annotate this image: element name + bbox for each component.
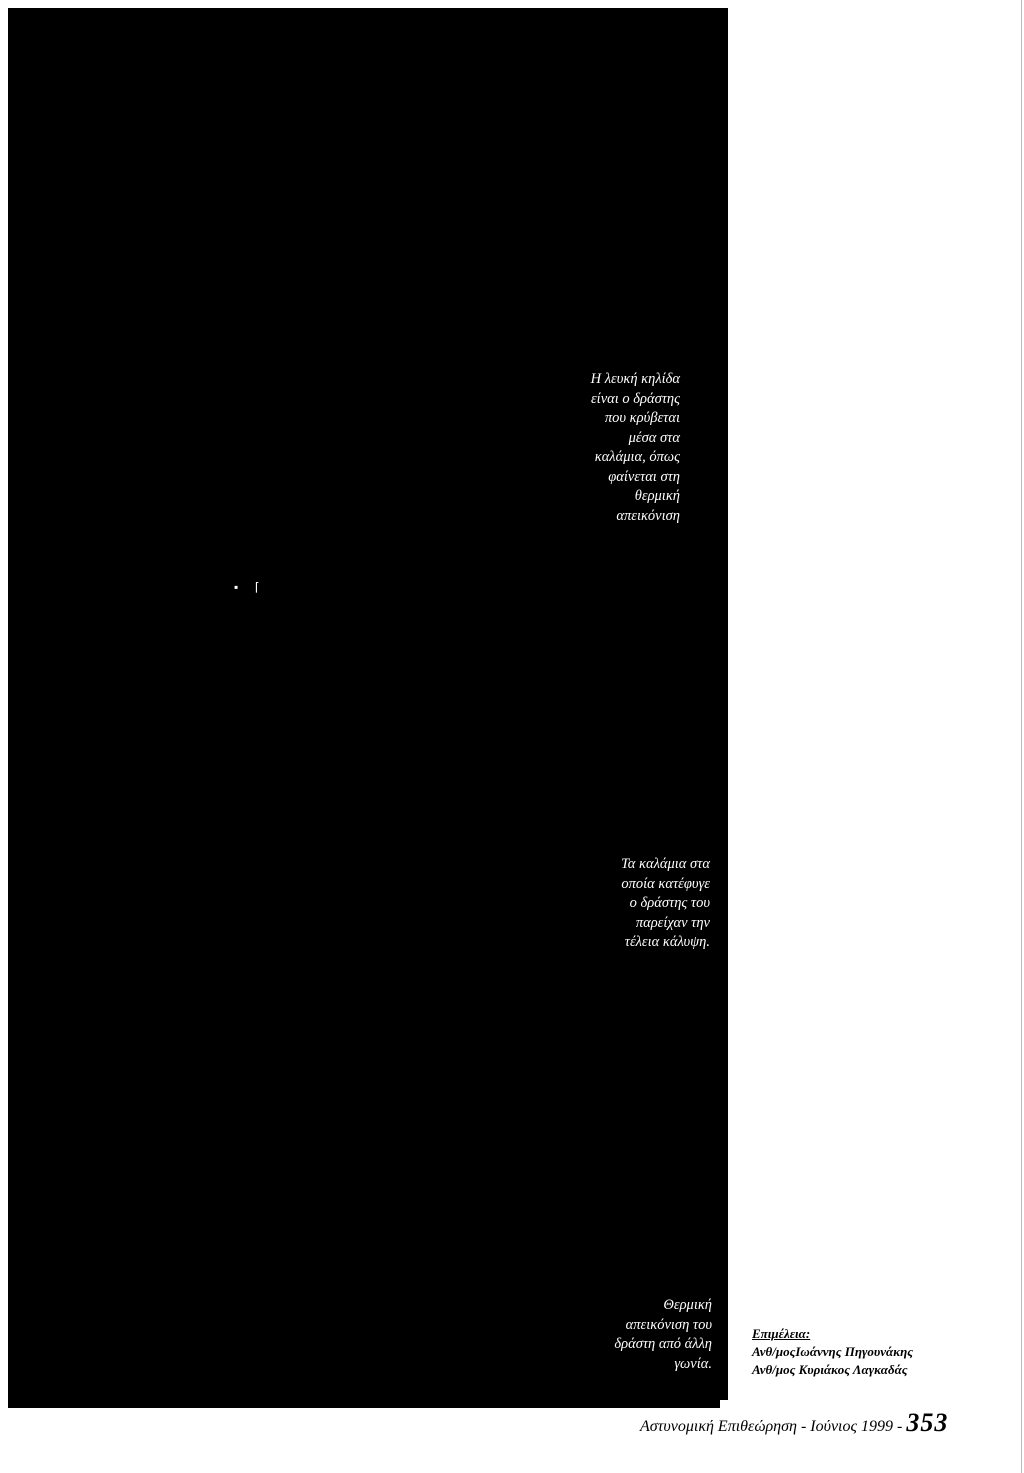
article-paragraph-2: Έως σήμερα έχει χρησιμοποιηθεί σε πολλές επιχειρήσεις όπως αναζήτηση δραπετών από τις φυλακές Κέρκυρας και Κρήτης, αναζήτηση δραστών στην ορεινή Κορινθία, ανεύρεση εμπόρου ναρκωτικών ο οποίος είχε κρυφθεί μέσα σε καλάμια στην λίμνη Κουμουνδούρου του Σκαραμαγκά, αναζήτηση αγνοουμένων ατόμων κλπ. xyxy=(738,584,950,814)
footer-magazine-issue: Αστυνομική Επιθεώρηση - Ιούνιος 1999 - xyxy=(640,1418,903,1435)
article-main-column xyxy=(738,368,950,1187)
section-heading-line-2: ΣΥΣΤΗΜΑΤΟΣ xyxy=(770,322,918,348)
article-paragraph-3: Το σύστημα FLIR είναι ένα πολύπλοκο ηλεκτρονικό σύστημα του οποίου ο χειρισμός απαιτεί γνώση και εμπειρία. Για τον σκοπό αυτό εκπαιδεύτηκαν στο εξωτερικό σε θέματα χειρισμού και συντήρησης δύο (2) ηλεκτρονικοί της Υπηρεσία μας, οι οποίοι και παρέχουν την υποστήριξή του, μεταφέροντας ταυτόχρονα την εμπειρία τους και στους λοιπούς τεχνικούς των ελικοπτέρων. xyxy=(738,818,950,1048)
page-footer xyxy=(640,1408,970,1438)
article-credits xyxy=(752,1325,967,1379)
thermal-photo-panel xyxy=(8,8,728,1400)
section-heading-line-1: ΕΦΑΡΜΟΓΗ xyxy=(779,288,909,314)
photo-caption-reeds: Τα καλάμια στα οποία κατέφυγε ο δράστης του παρείχαν την τέλεια κάλυψη. xyxy=(621,856,710,950)
thermal-photo-panel-edge xyxy=(8,1400,720,1408)
article-paragraph-1: Η χρήση της θερμικής κάμερας από το ελικόπτερο σε περιπτώσεις όπως αναζητήσεις διωκομένων ή αγνοουμένων ατόμων, ναυαγών, νυκτερινών πτήσεων, σοβαρών ατυχημάτων κλπ. είναι επιβεβλημένη καθώς μόνο με αυτήν είναι δυνατή η παρατήρηση αντικειμένων που δεν είναι ορατά δια γυμνού οφθαλμού από τον αέρα. xyxy=(738,370,950,580)
page-edge-rule xyxy=(1021,0,1022,1473)
credits-author-1: Ανθ/μοςΙωάννης Πηγουνάκης xyxy=(752,1344,914,1359)
thermal-hotspot-marks: ▪ ⌈ xyxy=(234,580,260,594)
article-paragraph-4-text: Οι δυνατότητες που μας παρέχει το σύστημα FLIR το καθιστούν ένα ισχυρό και αποτελεσματικό όπλο κατά του σύγχρονου εγκλήματος αλλά ταυτόχρονα ένα σημαντικό βοήθημα στην παροχή κοινωνικού έργου. xyxy=(738,1052,950,1185)
footer-page-number: 353 xyxy=(906,1408,949,1437)
article-end-square-icon xyxy=(787,1169,800,1184)
article-intro-paragraph: (έναν άνθρωπο που κρύβεται πίσω από ένα θάμνο) ή παρατηρώντας ένα σταθμευμένο αυτοκίνητο να συμπεράνουμε εάν αυτό είναι από ώρα σταθμευμένο ή σταθμευσε πρόσφατα. xyxy=(738,126,950,239)
article-paragraph-4 xyxy=(738,1051,950,1188)
photo-caption-other-angle: Θερμική απεικόνιση του δράστη από άλλη γωνία. xyxy=(614,1297,712,1372)
credits-author-2: Ανθ/μος Κυριάκος Λαγκαδάς xyxy=(752,1362,908,1377)
photo-caption-thermal-spot: Η λευκή κηλίδα είναι ο δράστης που κρύβεται μέσα στα καλάμια, όπως φαίνεται στη θερμική απεικόνιση xyxy=(590,371,680,524)
article-intro-column xyxy=(738,124,950,241)
credits-label: Επιμέλεια: xyxy=(752,1326,811,1341)
section-heading xyxy=(738,284,950,352)
